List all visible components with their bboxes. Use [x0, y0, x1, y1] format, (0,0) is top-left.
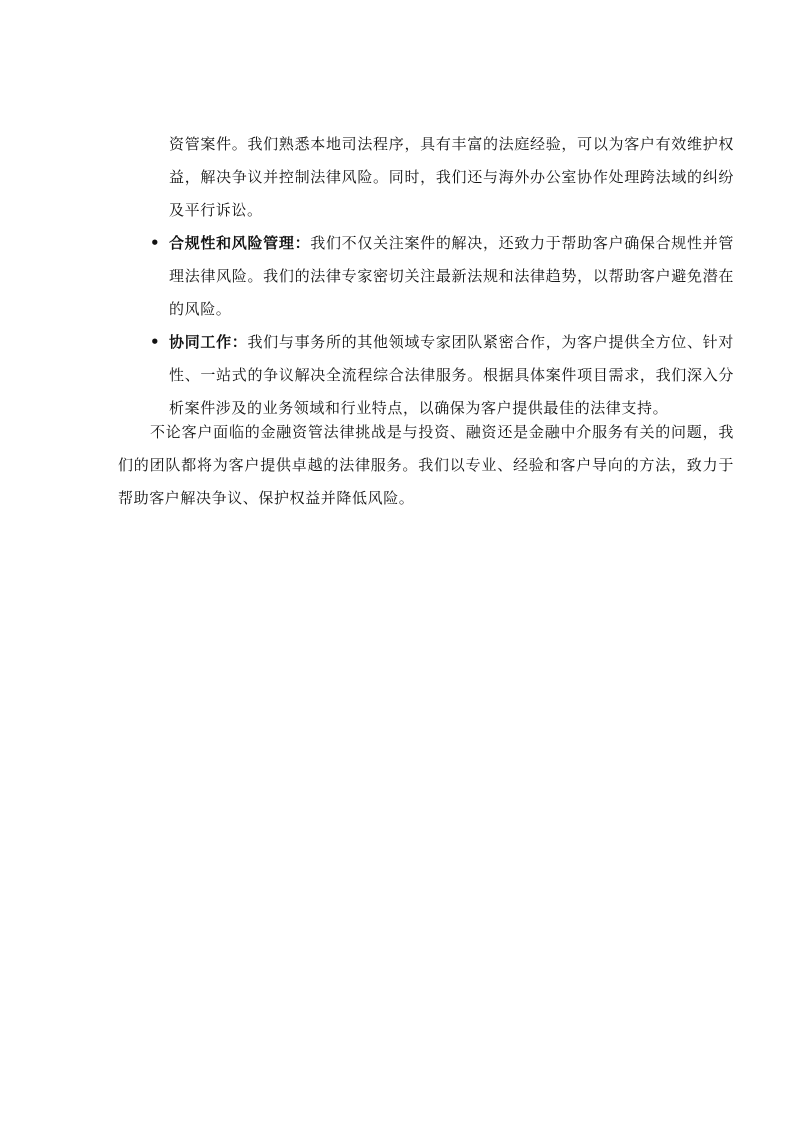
bullet-marker: • [150, 234, 161, 252]
bullet-item-collaboration [150, 326, 734, 425]
bullet-text-compliance: 我们不仅关注案件的解决，还致力于帮助客户确保合规性并管理法律风险。我们的法律专家密切关注最新法规和法律趋势，以帮助客户避免潜在的风险。 [169, 234, 735, 318]
bullet-text-collaboration: 我们与事务所的其他领域专家团队紧密合作，为客户提供全方位、针对性、一站式的争议解决全流程综合法律服务。根据具体案件项目需求，我们深入分析案件涉及的业务领域和行业特点，以确保为客户提供最佳的法律支持。 [169, 333, 734, 417]
bullet-marker: • [150, 333, 161, 351]
closing-paragraph: 不论客户面临的金融资管法律挑战是与投资、融资还是金融中介服务有关的问题，我们的团队都将为客户提供卓越的法律服务。我们以专业、经验和客户导向的方法，致力于帮助客户解决争议、保护权益并降低风险。 [118, 423, 734, 507]
bullet-body [169, 227, 734, 326]
bullet-lead-compliance: 合规性和风险管理： [169, 234, 311, 252]
bullet-lead-collaboration: 协同工作： [169, 333, 248, 351]
bullet-body [169, 326, 734, 425]
continuation-paragraph: 资管案件。我们熟悉本地司法程序，具有丰富的法庭经验，可以为客户有效维护权益，解决争议并控制法律风险。同时，我们还与海外办公室协作处理跨法域的纠纷及平行诉讼。 [169, 135, 734, 219]
bullet-item-compliance [150, 227, 734, 326]
